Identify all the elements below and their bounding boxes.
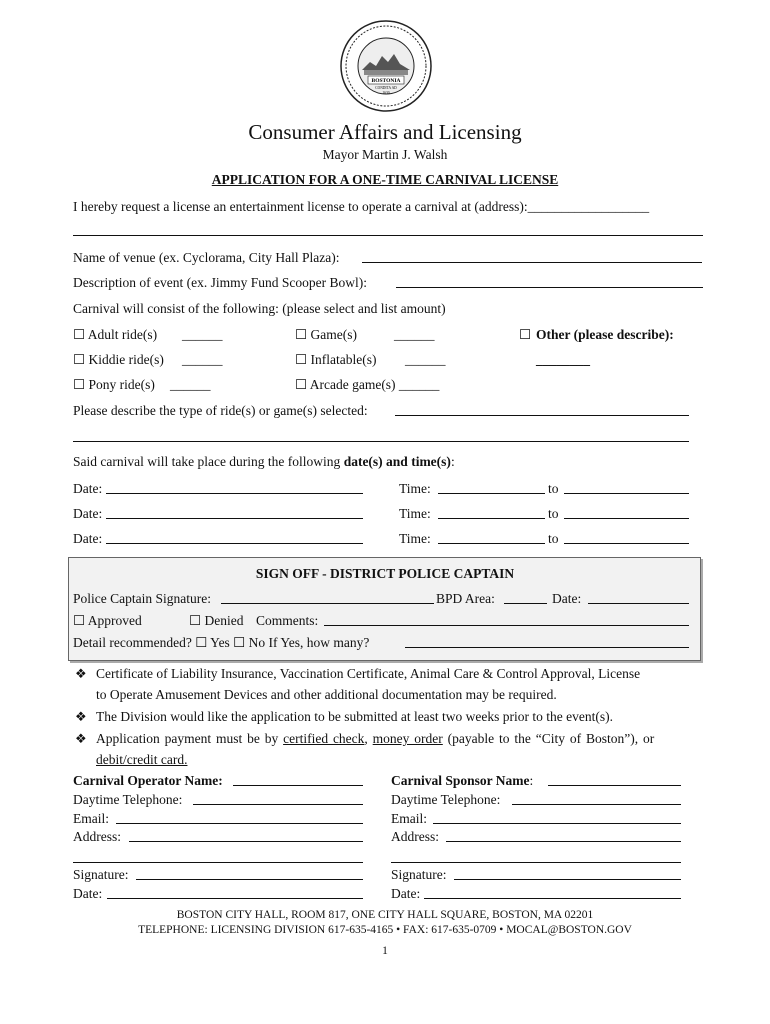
- footer-contact: TELEPHONE: LICENSING DIVISION 617-635-4165 • FAX: 617-635-0709 • MOCAL@BOSTON.GOV: [138, 924, 632, 936]
- time-end-field-2[interactable]: [564, 518, 689, 519]
- date-label-1: Date:: [73, 481, 103, 496]
- bullet-icon: ❖: [75, 731, 87, 746]
- operator-date-label: Date:: [73, 886, 103, 901]
- time-label-2: Time:: [399, 506, 431, 521]
- time-label-1: Time:: [399, 481, 431, 496]
- denied-checkbox[interactable]: ☐ Denied: [189, 613, 244, 628]
- describe-field-line-2[interactable]: [73, 441, 689, 442]
- games-checkbox[interactable]: ☐ Game(s): [295, 327, 357, 342]
- consist-label: Carnival will consist of the following: (please select and list amount): [73, 301, 446, 316]
- time-end-field-3[interactable]: [564, 543, 689, 544]
- date-label-2: Date:: [73, 506, 103, 521]
- signoff-title: SIGN OFF - DISTRICT POLICE CAPTAIN: [255, 566, 515, 581]
- pony-rides-amount[interactable]: ______: [170, 377, 211, 392]
- date-field-2[interactable]: [106, 518, 363, 519]
- bullet-icon: ❖: [75, 666, 87, 681]
- adult-rides-checkbox[interactable]: ☐ Adult ride(s): [73, 327, 158, 342]
- operator-address-field[interactable]: [129, 841, 363, 842]
- operator-date-field[interactable]: [107, 898, 363, 899]
- sponsor-date-label: Date:: [391, 886, 421, 901]
- schedule-intro: Said carnival will take place during the following date(s) and time(s):: [73, 454, 455, 469]
- svg-text:BOSTONIA: BOSTONIA: [371, 78, 401, 84]
- comments-field[interactable]: [324, 625, 689, 626]
- note-3: Application payment must be by certified check, money order (payable to the “City of Boston”), or: [96, 731, 655, 746]
- operator-name-label: Carnival Operator Name:: [73, 773, 223, 788]
- form-heading: APPLICATION FOR A ONE-TIME CARNIVAL LICENSE: [211, 172, 559, 187]
- note-1-line-1: Certificate of Liability Insurance, Vaccination Certificate, Animal Care & Control Approval, License: [96, 666, 641, 681]
- page-title: Consumer Affairs and Licensing: [248, 120, 522, 144]
- sponsor-address-label: Address:: [391, 829, 439, 844]
- sponsor-name-field[interactable]: [548, 785, 681, 786]
- comments-label: Comments:: [256, 613, 319, 628]
- operator-address-label: Address:: [73, 829, 121, 844]
- operator-phone-label: Daytime Telephone:: [73, 792, 183, 807]
- date-field-1[interactable]: [106, 493, 363, 494]
- operator-email-label: Email:: [73, 811, 109, 826]
- venue-label: Name of venue (ex. Cyclorama, City Hall Plaza):: [73, 250, 340, 265]
- note-3-continued: debit/credit card.: [96, 752, 188, 767]
- kiddie-rides-checkbox[interactable]: ☐ Kiddie ride(s): [73, 352, 164, 367]
- bpd-area-field[interactable]: [504, 603, 547, 604]
- sponsor-signature-label: Signature:: [391, 867, 447, 882]
- pony-rides-checkbox[interactable]: ☐ Pony ride(s): [73, 377, 155, 392]
- games-amount[interactable]: ______: [394, 327, 435, 342]
- approved-checkbox[interactable]: ☐ Approved: [73, 613, 142, 628]
- inflatables-checkbox[interactable]: ☐ Inflatable(s): [295, 352, 377, 367]
- bpd-area-label: BPD Area:: [436, 591, 495, 606]
- bullet-icon: ❖: [75, 709, 87, 724]
- svg-text:1630: 1630: [382, 91, 390, 95]
- date-label-3: Date:: [73, 531, 103, 546]
- kiddie-rides-amount[interactable]: ______: [182, 352, 223, 367]
- detail-count-field[interactable]: [405, 647, 689, 648]
- other-label: Other (please describe):: [536, 327, 674, 342]
- event-label: Description of event (ex. Jimmy Fund Scooper Bowl):: [73, 275, 367, 290]
- note-1-line-2: to Operate Amusement Devices and other additional documentation may be required.: [96, 687, 557, 702]
- detail-recommended-label[interactable]: Detail recommended? ☐ Yes ☐ No If Yes, how many?: [73, 635, 370, 650]
- page-number: 1: [382, 945, 388, 957]
- to-label-2: to: [548, 506, 559, 521]
- svg-text:CONDITA AD: CONDITA AD: [375, 86, 397, 90]
- sponsor-address-field-2[interactable]: [391, 862, 681, 863]
- operator-phone-field[interactable]: [193, 804, 363, 805]
- sponsor-signature-field[interactable]: [454, 879, 681, 880]
- sponsor-date-field[interactable]: [424, 898, 681, 899]
- describe-label: Please describe the type of ride(s) or game(s) selected:: [73, 403, 368, 418]
- operator-address-field-2[interactable]: [73, 862, 363, 863]
- page-subtitle: Mayor Martin J. Walsh: [322, 147, 448, 162]
- adult-rides-amount[interactable]: ______: [182, 327, 223, 342]
- sponsor-email-label: Email:: [391, 811, 427, 826]
- city-seal-logo: [340, 20, 432, 112]
- captain-signature-label: Police Captain Signature:: [73, 591, 211, 606]
- other-checkbox[interactable]: ☐: [519, 327, 532, 342]
- event-field[interactable]: [396, 287, 703, 288]
- time-end-field-1[interactable]: [564, 493, 689, 494]
- note-2: The Division would like the application to be submitted at least two weeks prior to the event(s).: [96, 709, 614, 724]
- captain-signature-field[interactable]: [221, 603, 434, 604]
- describe-field[interactable]: [395, 415, 689, 416]
- time-start-field-1[interactable]: [438, 493, 545, 494]
- to-label-1: to: [548, 481, 559, 496]
- inflatables-amount[interactable]: ______: [405, 352, 446, 367]
- time-start-field-2[interactable]: [438, 518, 545, 519]
- address-field-line[interactable]: [73, 235, 703, 236]
- footer-address: BOSTON CITY HALL, ROOM 817, ONE CITY HALL SQUARE, BOSTON, MA 02201: [176, 909, 594, 921]
- sponsor-phone-field[interactable]: [512, 804, 681, 805]
- operator-name-field[interactable]: [233, 785, 363, 786]
- sponsor-name-label: Carnival Sponsor Name:: [391, 773, 534, 788]
- time-start-field-3[interactable]: [438, 543, 545, 544]
- operator-email-field[interactable]: [116, 823, 363, 824]
- signoff-date-label: Date:: [552, 591, 582, 606]
- to-label-3: to: [548, 531, 559, 546]
- sponsor-phone-label: Daytime Telephone:: [391, 792, 501, 807]
- sponsor-address-field[interactable]: [446, 841, 681, 842]
- request-line: I hereby request a license an entertainment license to operate a carnival at (address):__________________: [73, 199, 650, 214]
- venue-field[interactable]: [362, 262, 702, 263]
- signoff-date-field[interactable]: [588, 603, 689, 604]
- sponsor-email-field[interactable]: [433, 823, 681, 824]
- operator-signature-label: Signature:: [73, 867, 129, 882]
- operator-signature-field[interactable]: [136, 879, 363, 880]
- date-field-3[interactable]: [106, 543, 363, 544]
- arcade-games-checkbox[interactable]: ☐ Arcade game(s) ______: [295, 377, 440, 392]
- other-description-field[interactable]: ________: [536, 352, 590, 367]
- time-label-3: Time:: [399, 531, 431, 546]
